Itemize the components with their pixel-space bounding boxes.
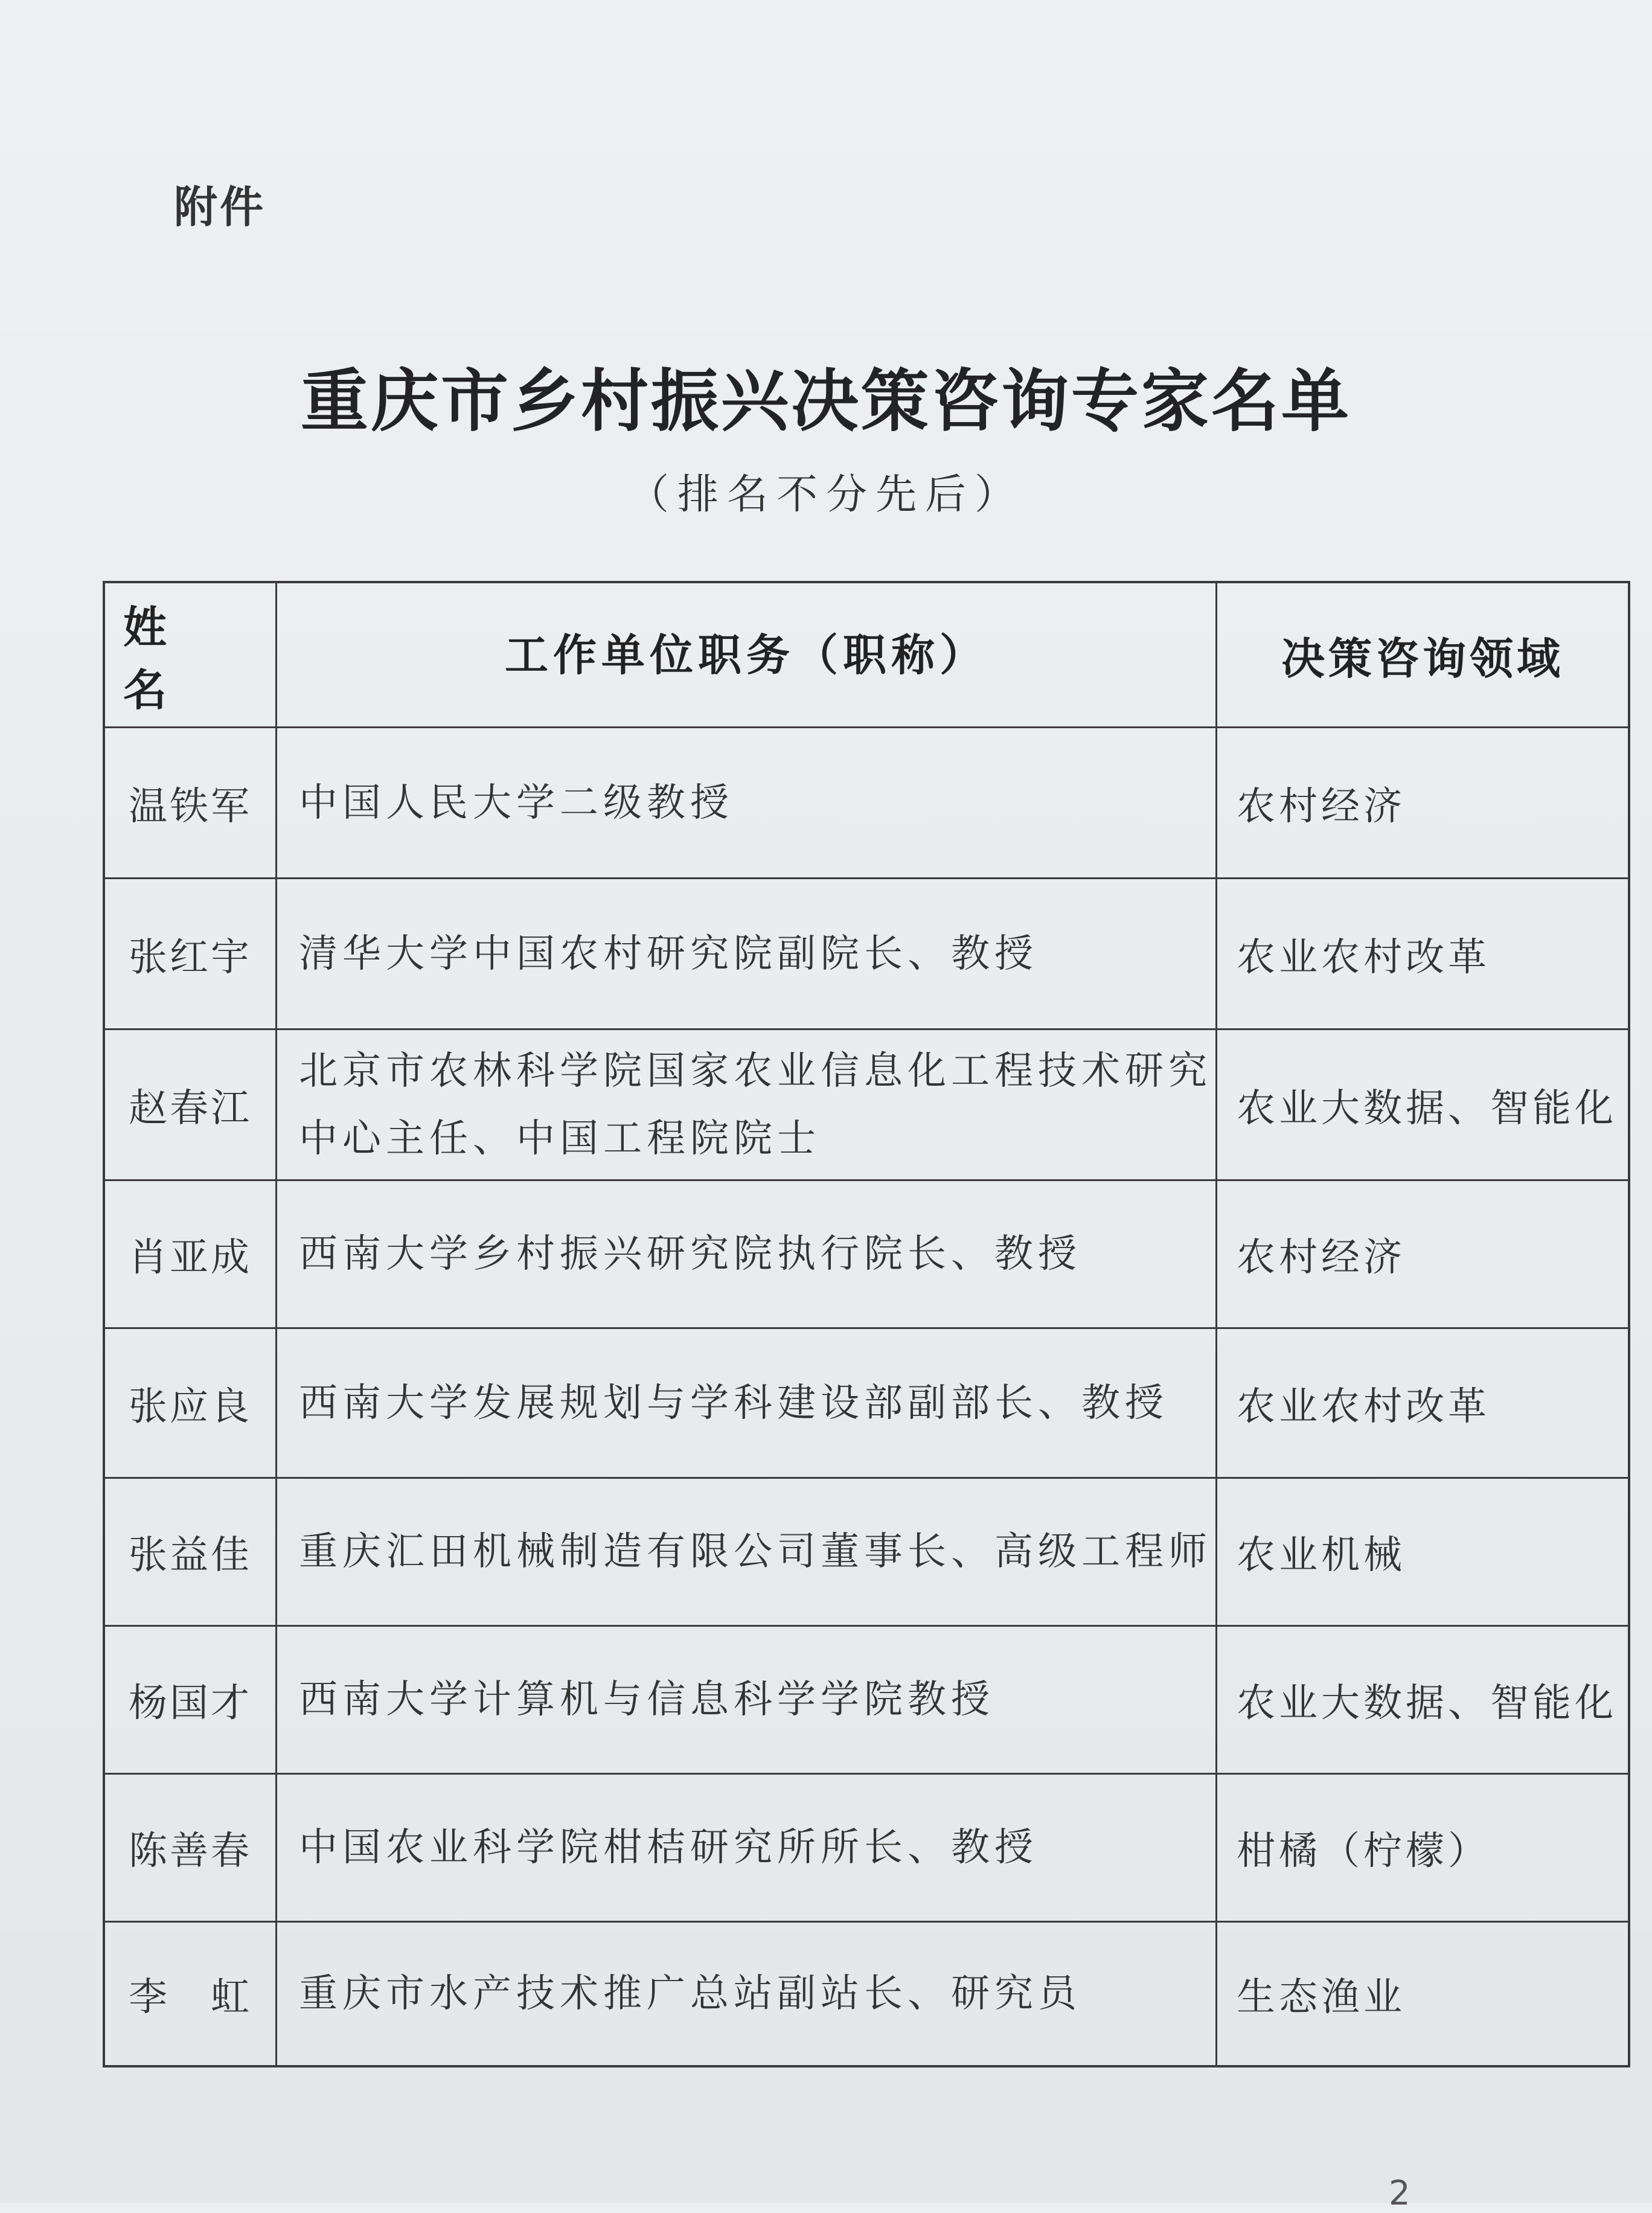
header-field: 决策咨询领域: [1281, 633, 1564, 684]
expert-name: 张应良: [105, 1329, 277, 1477]
expert-field: 农业大数据、智能化: [1237, 1086, 1617, 1131]
expert-table: [103, 581, 1630, 2067]
expert-name: 赵春江: [105, 1030, 277, 1179]
expert-position: 西南大学乡村振兴研究院执行院长、教授: [277, 1181, 1217, 1327]
page-number: 2: [1389, 2174, 1410, 2213]
expert-name: 李 虹: [105, 1923, 277, 2065]
table-row: [105, 1181, 1628, 1329]
document-subtitle: （排名不分先后）: [627, 471, 1024, 519]
table-row: [105, 1030, 1628, 1181]
expert-position: 清华大学中国农村研究院副院长、教授: [277, 879, 1217, 1028]
attachment-label: 附件: [174, 182, 266, 232]
table-row: [105, 1479, 1628, 1627]
expert-position: 重庆市水产技术推广总站副站长、研究员: [277, 1923, 1217, 2065]
table-row: [105, 1775, 1628, 1923]
table-row: [105, 879, 1628, 1030]
expert-position: 中国农业科学院柑桔研究所所长、教授: [277, 1775, 1217, 1921]
expert-field: 农村经济: [1237, 1235, 1406, 1280]
expert-position: 中国人民大学二级教授: [277, 728, 1217, 877]
expert-position: 北京市农林科学院国家农业信息化工程技术研究中心主任、中国工程院院士: [277, 1030, 1217, 1179]
expert-position: 重庆汇田机械制造有限公司董事长、高级工程师: [277, 1479, 1217, 1625]
expert-field: 农业农村改革: [1237, 935, 1490, 980]
table-row: [105, 1329, 1628, 1479]
document-title: 重庆市乡村振兴决策咨询专家名单: [301, 362, 1351, 441]
table-row: [105, 1627, 1628, 1775]
expert-name: 杨国才: [105, 1627, 277, 1773]
table-header-row: [105, 583, 1628, 728]
table-row: [105, 1923, 1628, 2065]
expert-field: 生态渔业: [1237, 1975, 1406, 2020]
expert-name: 张红宇: [105, 879, 277, 1028]
expert-position: 西南大学发展规划与学科建设部副部长、教授: [277, 1329, 1217, 1477]
expert-name: 肖亚成: [105, 1181, 277, 1327]
header-name: 姓 名: [105, 583, 277, 726]
expert-name: 陈善春: [105, 1775, 277, 1921]
expert-field: 农业农村改革: [1237, 1384, 1490, 1429]
expert-name: 温铁军: [105, 728, 277, 877]
expert-name: 张益佳: [105, 1479, 277, 1625]
expert-field: 农业机械: [1237, 1533, 1406, 1578]
table-row: [105, 728, 1628, 879]
expert-field: 农村经济: [1237, 784, 1406, 829]
expert-field: 柑橘（柠檬）: [1237, 1829, 1490, 1874]
header-position: 工作单位职务（职称）: [277, 583, 1217, 726]
expert-field: 农业大数据、智能化: [1237, 1681, 1617, 1726]
expert-position: 西南大学计算机与信息科学学院教授: [277, 1627, 1217, 1773]
